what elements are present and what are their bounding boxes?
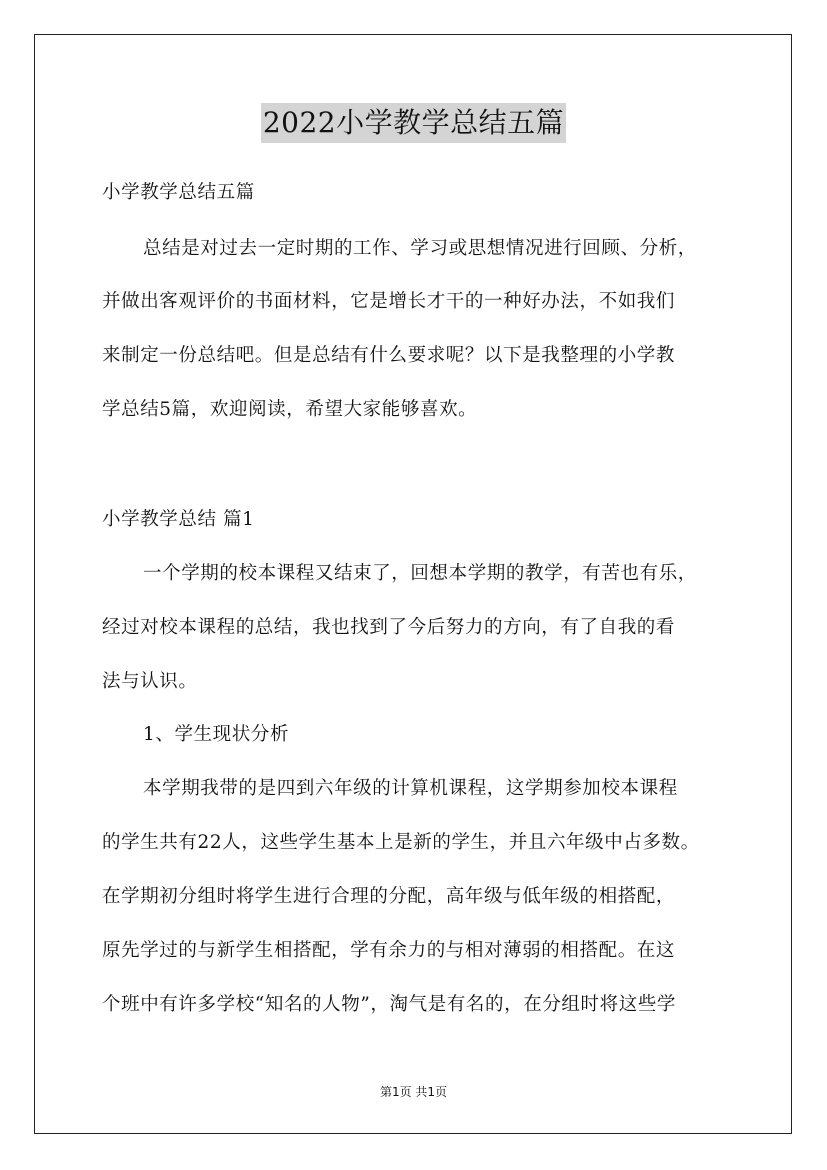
paragraph-line: 法与认识。 <box>102 671 198 692</box>
title-container <box>0 103 827 143</box>
paragraph-line: 原先学过的与新学生相搭配，学有余力的与相对薄弱的相搭配。在这 <box>102 940 676 961</box>
paragraph-line: 本学期我带的是四到六年级的计算机课程，这学期参加校本课程 <box>143 778 678 799</box>
section-heading: 小学教学总结五篇 <box>102 182 255 203</box>
paragraph-line: 一个学期的校本课程又结束了，回想本学期的教学，有苦也有乐， <box>143 563 697 584</box>
subheading: 1、学生现状分析 <box>143 724 290 745</box>
paragraph-line: 在学期初分组时将学生进行合理的分配，高年级与低年级的相搭配， <box>102 886 676 907</box>
paragraph-line: 经过对校本课程的总结，我也找到了今后努力的方向，有了自我的看 <box>102 617 676 638</box>
section-heading: 小学教学总结 篇1 <box>102 509 255 530</box>
paragraph-line: 并做出客观评价的书面材料，它是增长才干的一种好办法，不如我们 <box>102 291 676 312</box>
document-title: 2022小学教学总结五篇 <box>261 103 566 143</box>
paragraph-line: 来制定一份总结吧。但是总结有什么要求呢？以下是我整理的小学教 <box>102 345 676 366</box>
paragraph-line: 的学生共有22人，这些学生基本上是新的学生，并且六年级中占多数。 <box>102 832 700 853</box>
paragraph-line: 总结是对过去一定时期的工作、学习或思想情况进行回顾、分析， <box>143 238 697 259</box>
page-number-footer: 第1页 共1页 <box>379 1085 448 1099</box>
paragraph-line: 个班中有许多学校“知名的人物”，淘气是有名的，在分组时将这些学 <box>102 994 677 1015</box>
paragraph-line: 学总结5篇，欢迎阅读，希望大家能够喜欢。 <box>102 399 478 420</box>
